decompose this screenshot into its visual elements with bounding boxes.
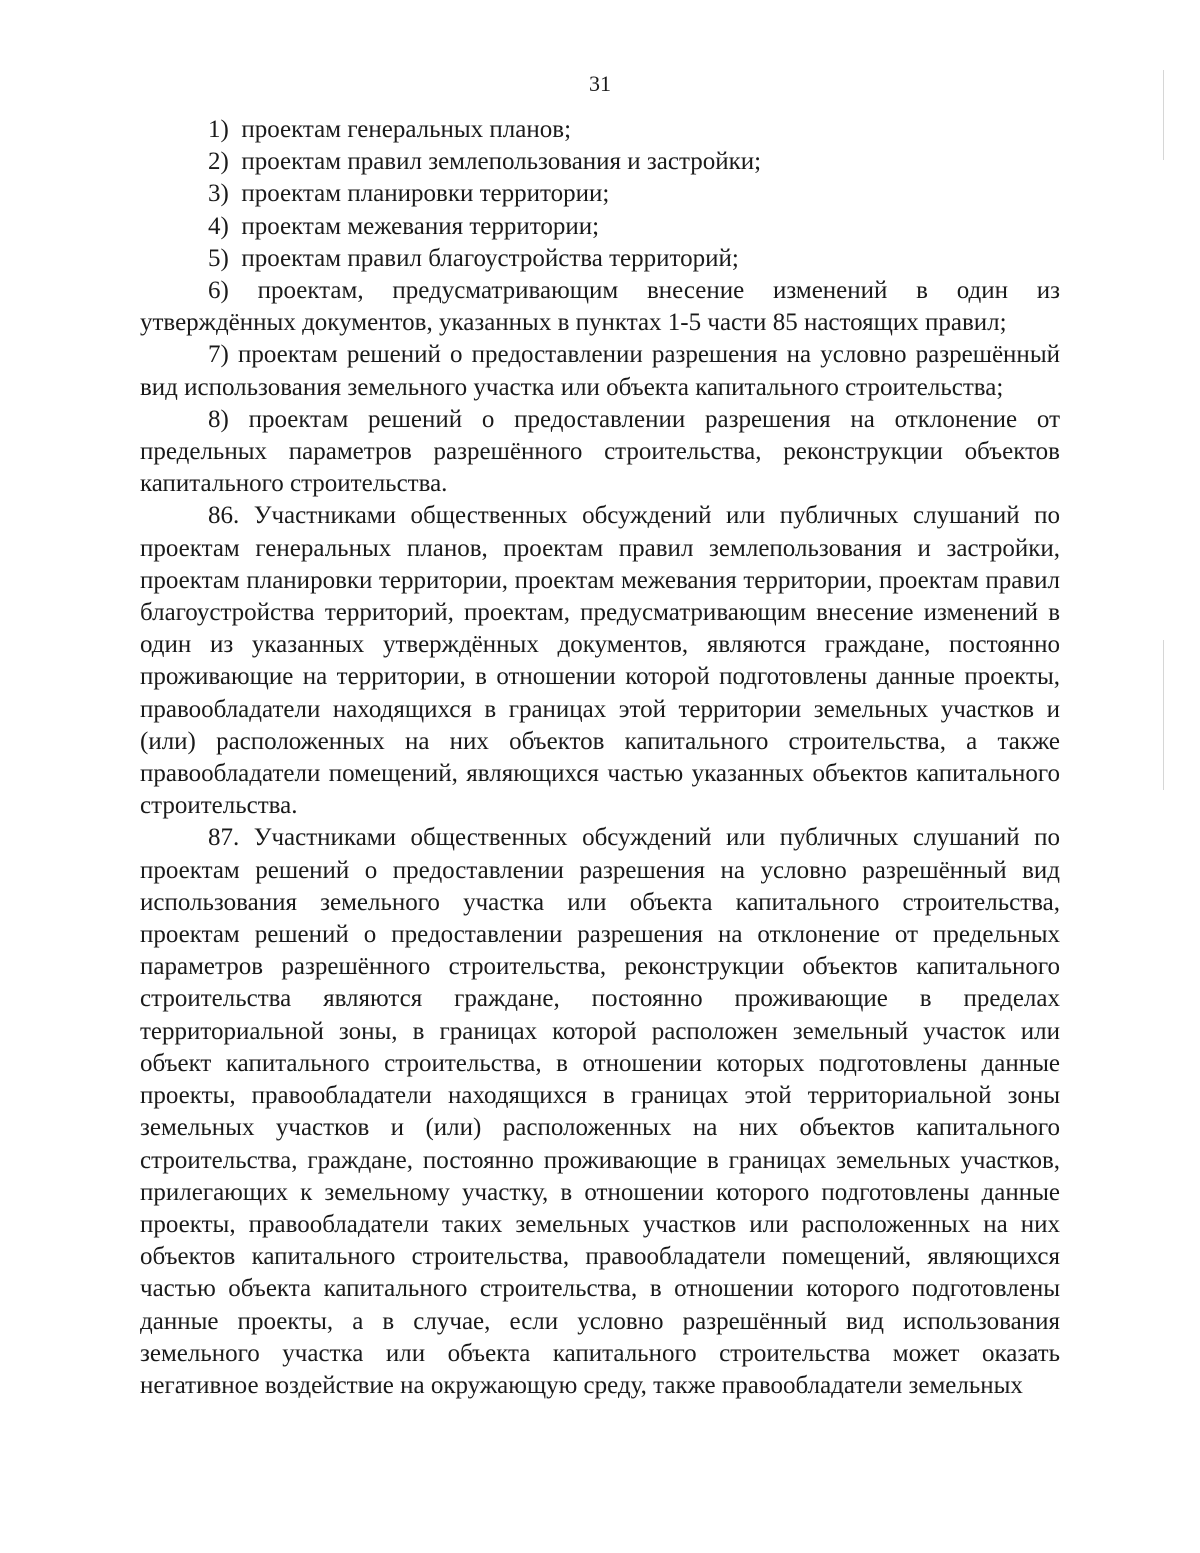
paragraph-87: 87. Участниками общественных обсуждений или публичных слушаний по проектам решений о предоставлении разрешения на условно разрешённый вид использования земельного участка или объекта капитального строительства, проектам решений о предоставлении разрешения на отклонение от предельных параметров разрешённого строительства, реконструкции объектов капитального строительства являются граждане, постоянно проживающие в пределах территориальной зоны, в границах которой расположен земельный участок или объект капитального строительства, в отношении которых подготовлены данные проекты, правообладатели находящихся в границах этой территориальной зоны земельных участков и (или) расположенных на них объектов капитального строительства, граждане, постоянно проживающие в границах земельных участков, прилегающих к земельному участку, в отношении которого подготовлены данные проекты, правообладатели таких земельных участков или расположенных на них объектов капитального строительства, правообладатели помещений, являющихся частью объекта капитального строительства, в отношении которого подготовлены данные проекты, а в случае, если условно разрешённый вид использования земельного участка или объекта капитального строительства может оказать негативное воздействие на окружающую среду, также правообладатели земельных: [140, 824, 1060, 1399]
list-item-3: 3) проектам планировки территории;: [208, 180, 610, 208]
paragraph-item-6: 6) проектам, предусматривающим внесение изменений в один из утверждённых документов, указанных в пунктах 1-5 части 85 настоящих правил;: [140, 277, 1060, 337]
list-item-5: 5) проектам правил благоустройства территорий;: [208, 244, 739, 272]
list-item-4: 4) проектам межевания территории;: [208, 212, 600, 240]
paragraph-item-7: 7) проектам решений о предоставлении разрешения на условно разрешённый вид использования земельного участка или объекта капитального строительства;: [140, 341, 1060, 401]
paragraph-item-8: 8) проектам решений о предоставлении разрешения на отклонение от предельных параметров разрешённого строительства, реконструкции объектов капитального строительства.: [140, 405, 1060, 498]
scan-margin-mark: [1163, 640, 1164, 790]
list-item-1: 1) проектам генеральных планов;: [208, 116, 572, 143]
page-number: 31: [589, 71, 611, 96]
list-item-2: 2) проектам правил землепользования и застройки;: [208, 148, 762, 176]
scan-margin-mark: [1163, 70, 1164, 160]
document-body: [140, 114, 1060, 1402]
paragraph-86: 86. Участниками общественных обсуждений или публичных слушаний по проектам генеральных планов, проектам правил землепользования и застройки, проектам планировки территории, проектам межевания территории, проектам правил благоустройства территорий, проектам, предусматривающим внесение изменений в один из указанных утверждённых документов, являются граждане, постоянно проживающие на территории, в отношении которой подготовлены данные проекты, правообладатели находящихся в границах этой территории земельных участков и (или) расположенных на них объектов капитального строительства, а также правообладатели помещений, являющихся частью указанных объектов капитального строительства.: [140, 502, 1060, 820]
